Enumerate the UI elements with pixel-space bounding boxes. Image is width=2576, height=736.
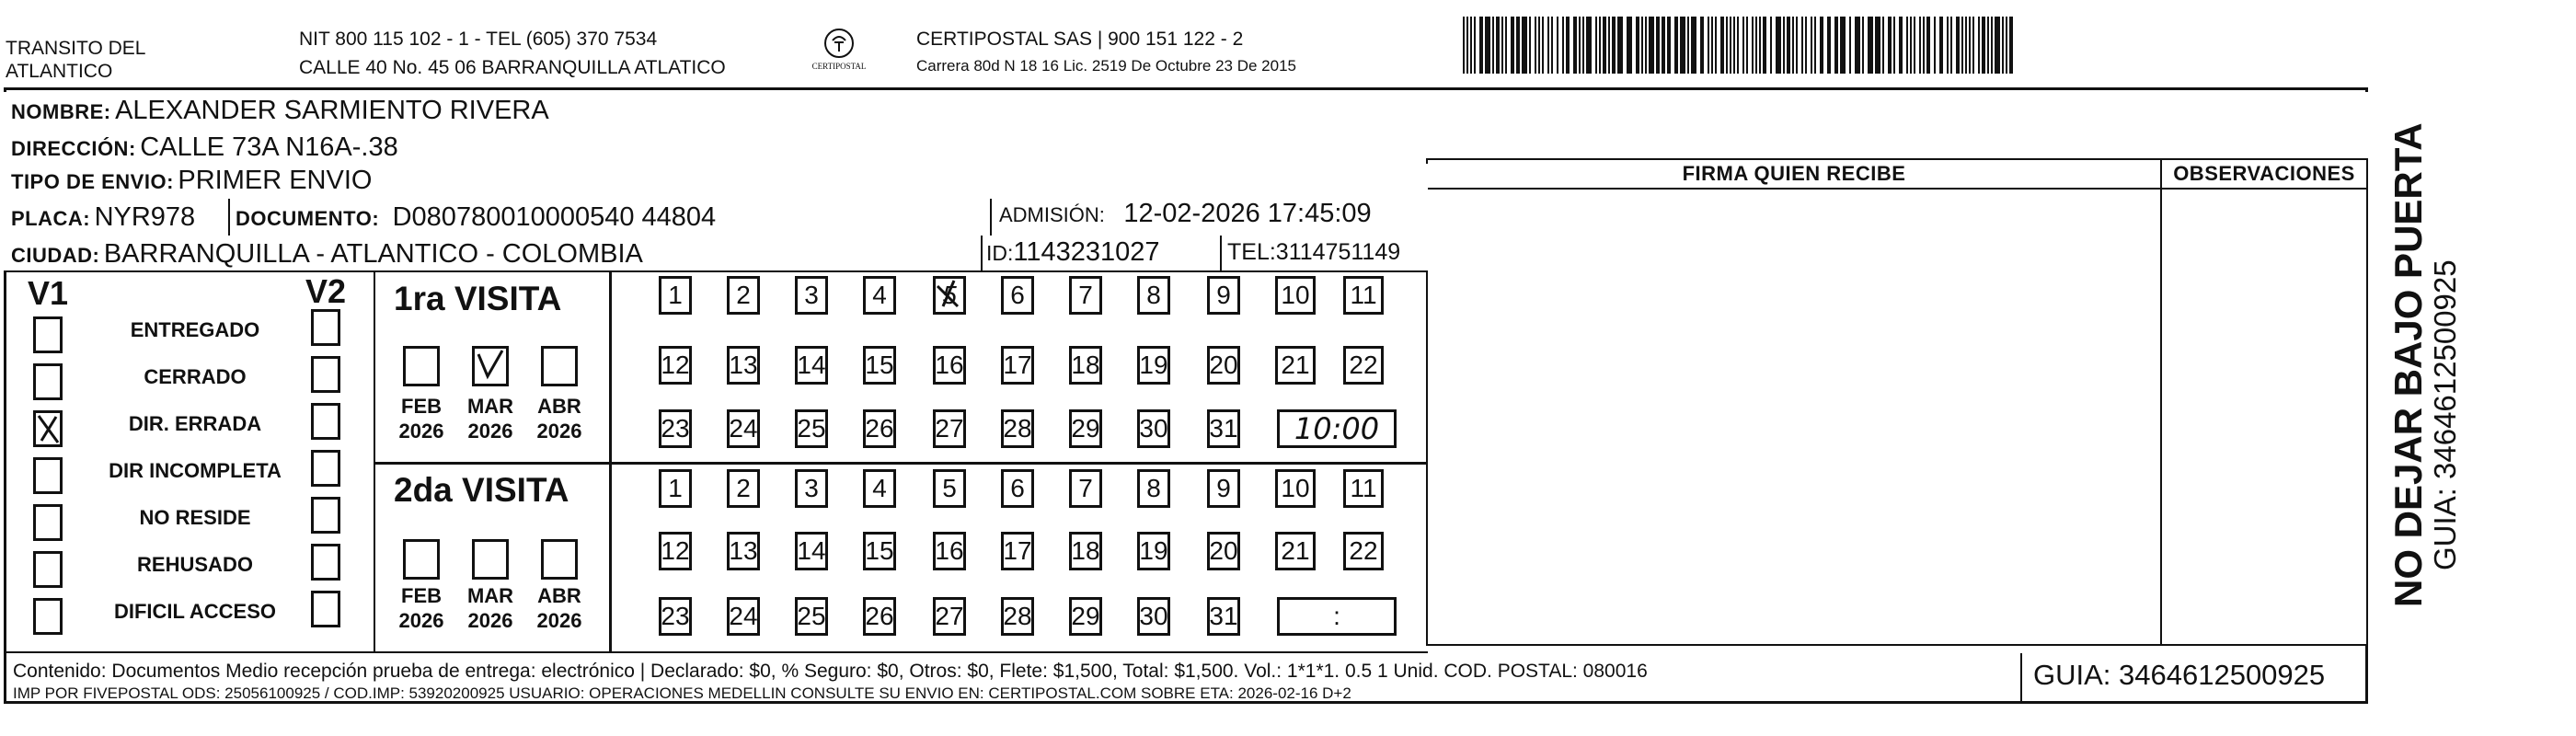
- v1-checkbox-4[interactable]: [33, 504, 63, 541]
- v2-checkbox-1[interactable]: [311, 356, 340, 393]
- day-box-2-3[interactable]: 3: [795, 469, 828, 508]
- barcode-bar: [1573, 17, 1577, 74]
- ciudad-label: CIUDAD:: [11, 244, 100, 267]
- barcode-bar: [1862, 17, 1864, 74]
- side-guia: GUIA: 3464612500925: [2428, 259, 2462, 570]
- barcode-bar: [1636, 17, 1639, 74]
- barcode: [1463, 17, 2015, 74]
- day-box-1-26[interactable]: 26: [863, 409, 896, 448]
- day-box-2-10[interactable]: 10: [1275, 469, 1316, 508]
- barcode-bar: [2009, 17, 2013, 74]
- barcode-bar: [1522, 17, 1527, 74]
- month-name: ABR: [537, 395, 581, 418]
- barcode-bar: [1752, 17, 1754, 74]
- status-label: ENTREGADO: [130, 318, 260, 341]
- placa-field: [11, 202, 195, 233]
- barcode-bar: [1715, 17, 1717, 74]
- barcode-bar: [1547, 17, 1549, 74]
- v1-heading: V1: [28, 274, 69, 312]
- day-box-2-27[interactable]: 27: [933, 597, 966, 636]
- month-box-abr-2[interactable]: [541, 539, 578, 580]
- courier-name: CERTIPOSTAL SAS | 900 151 122 - 2: [916, 29, 1244, 50]
- day-box-2-4[interactable]: 4: [863, 469, 896, 508]
- v1-checkbox-1[interactable]: [33, 363, 63, 400]
- day-box-2-16[interactable]: 16: [933, 532, 966, 570]
- courier-address: Carrera 80d N 18 16 Lic. 2519 De Octubre 23 De 2015: [916, 57, 1296, 75]
- day-box-1-3[interactable]: 3: [795, 276, 828, 315]
- barcode-bar: [1814, 17, 1816, 74]
- barcode-bar: [1535, 17, 1536, 74]
- barcode-bar: [1939, 17, 1943, 74]
- day-box-1-27[interactable]: 27: [933, 409, 966, 448]
- direccion-label: DIRECCIÓN:: [11, 137, 136, 160]
- day-box-1-25[interactable]: 25: [795, 409, 828, 448]
- status-label: DIR INCOMPLETA: [109, 459, 282, 482]
- day-box-2-14[interactable]: 14: [795, 532, 828, 570]
- barcode-bar: [1776, 17, 1781, 74]
- barcode-bar: [1730, 17, 1731, 74]
- day-box-2-23[interactable]: 23: [659, 597, 692, 636]
- nombre-label: NOMBRE:: [11, 100, 111, 123]
- v1-checkbox-3[interactable]: [33, 457, 63, 494]
- org-name-line1: TRANSITO DEL: [6, 38, 146, 59]
- footer-content: Contenido: Documentos Medio recepción prueba de entrega: electrónico | Declarado: $0, % Seguro: $0, Otros: $0, Flete: $1,500, Total: $1,500. Vol.: 1*1*1. 0.5 1 Unid. COD. POSTAL: 080016: [13, 661, 1648, 682]
- day-box-2-13[interactable]: 13: [727, 532, 760, 570]
- day-box-2-25[interactable]: 25: [795, 597, 828, 636]
- barcode-bar: [1645, 17, 1647, 74]
- day-box-2-30[interactable]: 30: [1137, 597, 1170, 636]
- guia-divider: [2020, 653, 2022, 704]
- day-box-1-11[interactable]: 11: [1343, 276, 1384, 315]
- barcode-bar: [1926, 17, 1930, 74]
- status-label: DIFICIL ACCESO: [113, 600, 276, 623]
- barcode-bar: [1763, 17, 1766, 74]
- nombre-field: [11, 96, 549, 126]
- footer-print-info: IMP POR FIVEPOSTAL ODS: 25056100925 / COD.IMP: 53920200925 USUARIO: OPERACIONES MEDELLIN CONSULTE SU ENVIO EN: CERTIPOSTAL.COM SOBRE ETA: 2026-02-16 D+2: [13, 684, 1351, 702]
- day-box-1-19[interactable]: 19: [1137, 346, 1170, 385]
- documento-field: [236, 202, 716, 233]
- documento-label: DOCUMENTO:: [236, 207, 380, 230]
- observaciones-title: OBSERVACIONES: [2173, 162, 2355, 185]
- barcode-bar: [1538, 17, 1540, 74]
- tipo-value: PRIMER ENVIO: [178, 166, 373, 195]
- day-box-1-18[interactable]: 18: [1069, 346, 1102, 385]
- id-divider: [981, 236, 983, 272]
- day-box-2-5[interactable]: 5: [933, 469, 966, 508]
- barcode-graphic: [1463, 17, 2015, 74]
- status-label: NO RESIDE: [139, 506, 251, 529]
- ciudad-field: [11, 239, 643, 270]
- month-box-abr-1[interactable]: [541, 346, 578, 386]
- logo-text: CERTIPOSTAL: [811, 62, 867, 71]
- check-mark-icon: [475, 349, 506, 384]
- barcode-bar: [1617, 17, 1623, 74]
- admision-field: [999, 199, 1372, 229]
- day-box-2-2[interactable]: 2: [727, 469, 760, 508]
- block-bottom: [4, 651, 1428, 653]
- barcode-bar: [1783, 17, 1785, 74]
- day-box-2-12[interactable]: 12: [659, 532, 692, 570]
- month-name: MAR: [466, 584, 514, 607]
- v2-heading: V2: [305, 272, 347, 310]
- day-box-1-20[interactable]: 20: [1207, 346, 1240, 385]
- barcode-bar: [1463, 17, 1465, 74]
- firma-column: [1426, 158, 2162, 646]
- barcode-bar: [1950, 17, 1952, 74]
- month-box-feb-2[interactable]: [403, 539, 440, 580]
- barcode-bar: [1603, 17, 1606, 74]
- org-nit: NIT 800 115 102 - 1 - TEL (605) 370 7534: [299, 29, 658, 50]
- barcode-bar: [1579, 17, 1581, 74]
- day-box-2-31[interactable]: 31: [1207, 597, 1240, 636]
- org-address: CALLE 40 No. 45 06 BARRANQUILLA ATLATICO: [299, 57, 726, 78]
- barcode-bar: [1726, 17, 1728, 74]
- month-box-mar-1[interactable]: [472, 346, 509, 386]
- month-label: [463, 583, 518, 633]
- barcode-bar: [1787, 17, 1790, 74]
- day-box-2-26[interactable]: 26: [863, 597, 896, 636]
- day-box-1-8[interactable]: 8: [1137, 276, 1170, 315]
- month-year: 2026: [467, 420, 513, 443]
- barcode-bar: [1501, 17, 1503, 74]
- month-label: [394, 394, 449, 443]
- barcode-bar: [1627, 17, 1632, 74]
- day-box-1-2[interactable]: 2: [727, 276, 760, 315]
- placa-label: PLACA:: [11, 207, 91, 230]
- day-box-2-28[interactable]: 28: [1001, 597, 1034, 636]
- barcode-bar: [1708, 17, 1709, 74]
- day-box-2-18[interactable]: 18: [1069, 532, 1102, 570]
- day-box-1-14[interactable]: 14: [795, 346, 828, 385]
- day-box-1-22[interactable]: 22: [1343, 346, 1384, 385]
- footer-guia: GUIA: 3464612500925: [2033, 659, 2326, 691]
- barcode-bar: [1956, 17, 1960, 74]
- barcode-bar: [1496, 17, 1500, 74]
- barcode-bar: [1982, 17, 1985, 74]
- day-box-1-9[interactable]: 9: [1207, 276, 1240, 315]
- barcode-bar: [1479, 17, 1483, 74]
- tel-field: [1227, 239, 1400, 266]
- barcode-bar: [1792, 17, 1794, 74]
- tipo-field: [11, 166, 372, 196]
- v2-checkbox-6[interactable]: [311, 591, 340, 627]
- month-name: MAR: [466, 395, 514, 418]
- certipostal-logo-icon: [802, 28, 876, 79]
- barcode-bar: [1805, 17, 1807, 74]
- check-mark-icon: [936, 279, 963, 312]
- first-visit-title: 1ra VISITA: [394, 280, 562, 317]
- barcode-bar: [1595, 17, 1597, 74]
- month-label: [532, 583, 587, 633]
- month-year: 2026: [536, 609, 582, 632]
- first-visit-time-box[interactable]: [1277, 409, 1397, 448]
- month-year: 2026: [398, 609, 444, 632]
- day-box-1-24[interactable]: 24: [727, 409, 760, 448]
- barcode-bar: [1969, 17, 1971, 74]
- day-box-2-8[interactable]: 8: [1137, 469, 1170, 508]
- barcode-bar: [1599, 17, 1601, 74]
- barcode-bar: [1827, 17, 1831, 74]
- month-box-mar-2[interactable]: [472, 539, 509, 580]
- month-name: FEB: [401, 395, 442, 418]
- status-label: DIR. ERRADA: [128, 412, 262, 435]
- day-box-1-30[interactable]: 30: [1137, 409, 1170, 448]
- admision-value: 12-02-2026 17:45:09: [1123, 199, 1372, 228]
- documento-value: D080780010000540 44804: [392, 202, 717, 232]
- second-visit-title: 2da VISITA: [394, 471, 569, 509]
- day-box-1-7[interactable]: 7: [1069, 276, 1102, 315]
- barcode-bar: [1662, 17, 1665, 74]
- month-year: 2026: [536, 420, 582, 443]
- status-label: REHUSADO: [137, 553, 253, 576]
- second-visit-time-box[interactable]: [1277, 597, 1397, 636]
- v2-checkbox-2[interactable]: [311, 403, 340, 440]
- barcode-bar: [1656, 17, 1660, 74]
- month-name: FEB: [401, 584, 442, 607]
- barcode-bar: [1746, 17, 1748, 74]
- barcode-bar: [1687, 17, 1689, 74]
- direccion-value: CALLE 73A N16A-.38: [140, 132, 398, 162]
- barcode-bar: [1470, 17, 1472, 74]
- barcode-bar: [1923, 17, 1925, 74]
- barcode-bar: [1529, 17, 1531, 74]
- day-box-1-4[interactable]: 4: [863, 276, 896, 315]
- barcode-bar: [1742, 17, 1744, 74]
- barcode-bar: [1516, 17, 1520, 74]
- barcode-bar: [1737, 17, 1739, 74]
- barcode-bar: [1961, 17, 1963, 74]
- side-text: [2388, 37, 2462, 607]
- ciudad-value: BARRANQUILLA - ATLANTICO - COLOMBIA: [103, 239, 643, 269]
- day-box-2-24[interactable]: 24: [727, 597, 760, 636]
- barcode-bar: [1947, 17, 1949, 74]
- day-box-2-1[interactable]: 1: [659, 469, 692, 508]
- barcode-bar: [1674, 17, 1678, 74]
- day-box-1-1[interactable]: 1: [659, 276, 692, 315]
- barcode-bar: [1991, 17, 1993, 74]
- barcode-bar: [1801, 17, 1803, 74]
- barcode-bar: [1972, 17, 1974, 74]
- barcode-bar: [1840, 17, 1846, 74]
- nombre-value: ALEXANDER SARMIENTO RIVERA: [115, 96, 549, 125]
- day-box-1-23[interactable]: 23: [659, 409, 692, 448]
- day-box-1-6[interactable]: 6: [1001, 276, 1034, 315]
- id-value: 1143231027: [1013, 237, 1160, 267]
- barcode-bar: [1893, 17, 1895, 74]
- barcode-bar: [1811, 17, 1812, 74]
- barcode-bar: [1987, 17, 1989, 74]
- day-box-2-11[interactable]: 11: [1343, 469, 1384, 508]
- barcode-bar: [1492, 17, 1494, 74]
- month-label: [532, 394, 587, 443]
- barcode-bar: [1586, 17, 1592, 74]
- v2-checkbox-0[interactable]: [311, 309, 340, 346]
- barcode-bar: [2002, 17, 2004, 74]
- barcode-bar: [1882, 17, 1884, 74]
- barcode-bar: [1466, 17, 1468, 74]
- barcode-bar: [1899, 17, 1903, 74]
- barcode-bar: [2006, 17, 2007, 74]
- barcode-bar: [1934, 17, 1936, 74]
- barcode-bar: [1888, 17, 1892, 74]
- day-box-2-17[interactable]: 17: [1001, 532, 1034, 570]
- barcode-bar: [1649, 17, 1654, 74]
- day-box-2-29[interactable]: 29: [1069, 597, 1102, 636]
- barcode-bar: [1796, 17, 1798, 74]
- v1-checkbox-2[interactable]: [33, 410, 63, 447]
- barcode-bar: [1667, 17, 1671, 74]
- barcode-bar: [1711, 17, 1713, 74]
- barcode-bar: [1566, 17, 1570, 74]
- barcode-bar: [1608, 17, 1610, 74]
- admision-label: ADMISIÓN:: [999, 203, 1105, 226]
- day-box-2-20[interactable]: 20: [1207, 532, 1240, 570]
- admision-divider: [990, 199, 992, 237]
- tel-divider: [1220, 236, 1222, 272]
- month-name: ABR: [537, 584, 581, 607]
- barcode-bar: [1868, 17, 1873, 74]
- side-warning: NO DEJAR BAJO PUERTA: [2386, 122, 2430, 607]
- day-box-1-10[interactable]: 10: [1275, 276, 1316, 315]
- barcode-bar: [1511, 17, 1514, 74]
- status-label: CERRADO: [144, 365, 247, 388]
- org-contact: [299, 28, 726, 79]
- barcode-bar: [1910, 17, 1912, 74]
- month-year: 2026: [467, 609, 513, 632]
- first-visit-time: 10:00: [1294, 411, 1380, 446]
- barcode-bar: [1759, 17, 1761, 74]
- barcode-bar: [1914, 17, 1915, 74]
- placa-divider: [228, 199, 230, 237]
- day-box-2-7[interactable]: 7: [1069, 469, 1102, 508]
- barcode-bar: [1820, 17, 1823, 74]
- day-box-1-13[interactable]: 13: [727, 346, 760, 385]
- v1-checkbox-5[interactable]: [33, 551, 63, 588]
- barcode-bar: [1849, 17, 1851, 74]
- v1-checkbox-6[interactable]: [33, 598, 63, 635]
- barcode-bar: [1474, 17, 1476, 74]
- day-box-1-12[interactable]: 12: [659, 346, 692, 385]
- barcode-bar: [1641, 17, 1643, 74]
- barcode-bar: [1770, 17, 1772, 74]
- month-label: [463, 394, 518, 443]
- visit-separator: [374, 462, 1428, 465]
- barcode-bar: [1755, 17, 1757, 74]
- barcode-bar: [1855, 17, 1860, 74]
- day-box-1-5[interactable]: 5: [933, 276, 966, 315]
- day-box-1-31[interactable]: 31: [1207, 409, 1240, 448]
- day-box-2-6[interactable]: 6: [1001, 469, 1034, 508]
- day-box-1-16[interactable]: 16: [933, 346, 966, 385]
- observaciones-column: [2160, 158, 2368, 646]
- v2-checkbox-4[interactable]: [311, 497, 340, 534]
- month-box-feb-1[interactable]: [403, 346, 440, 386]
- direccion-field: [11, 132, 398, 163]
- day-box-2-9[interactable]: 9: [1207, 469, 1240, 508]
- tel-label: TEL:: [1227, 239, 1276, 265]
- firma-title: FIRMA QUIEN RECIBE: [1682, 162, 1906, 185]
- barcode-bar: [1906, 17, 1908, 74]
- second-visit-time: :: [1333, 602, 1340, 630]
- barcode-bar: [1995, 17, 2000, 74]
- barcode-bar: [1700, 17, 1704, 74]
- barcode-bar: [1691, 17, 1696, 74]
- org-name: [6, 37, 145, 83]
- barcode-bar: [1733, 17, 1735, 74]
- day-box-1-17[interactable]: 17: [1001, 346, 1034, 385]
- barcode-bar: [1505, 17, 1507, 74]
- month-label: [394, 583, 449, 633]
- barcode-bar: [1875, 17, 1880, 74]
- month-year: 2026: [398, 420, 444, 443]
- v1-checkbox-0[interactable]: [33, 316, 63, 353]
- check-mark-icon: [36, 413, 60, 444]
- barcode-bar: [1834, 17, 1838, 74]
- day-box-2-15[interactable]: 15: [863, 532, 896, 570]
- tipo-label: TIPO DE ENVIO:: [11, 170, 174, 193]
- barcode-bar: [1965, 17, 1967, 74]
- day-box-1-29[interactable]: 29: [1069, 409, 1102, 448]
- barcode-bar: [1582, 17, 1584, 74]
- barcode-bar: [1485, 17, 1490, 74]
- day-box-2-21[interactable]: 21: [1275, 532, 1316, 570]
- day-box-1-28[interactable]: 28: [1001, 409, 1034, 448]
- day-box-2-19[interactable]: 19: [1137, 532, 1170, 570]
- barcode-bar: [1720, 17, 1724, 74]
- v2-checkbox-3[interactable]: [311, 450, 340, 487]
- tel-value: 3114751149: [1275, 239, 1401, 265]
- id-label: ID:: [986, 241, 1014, 265]
- placa-value: NYR978: [94, 202, 196, 232]
- barcode-bar: [1612, 17, 1616, 74]
- barcode-bar: [1919, 17, 1921, 74]
- id-field: [986, 237, 1160, 268]
- v2-checkbox-5[interactable]: [311, 544, 340, 581]
- barcode-bar: [1557, 17, 1558, 74]
- barcode-bar: [1562, 17, 1564, 74]
- barcode-bar: [1551, 17, 1553, 74]
- barcode-bar: [1680, 17, 1685, 74]
- barcode-bar: [1542, 17, 1544, 74]
- courier-info: [916, 28, 1296, 76]
- barcode-bar: [1978, 17, 1980, 74]
- day-box-1-15[interactable]: 15: [863, 346, 896, 385]
- day-box-2-22[interactable]: 22: [1343, 532, 1384, 570]
- org-name-line2: ATLANTICO: [6, 61, 113, 82]
- day-box-1-21[interactable]: 21: [1275, 346, 1316, 385]
